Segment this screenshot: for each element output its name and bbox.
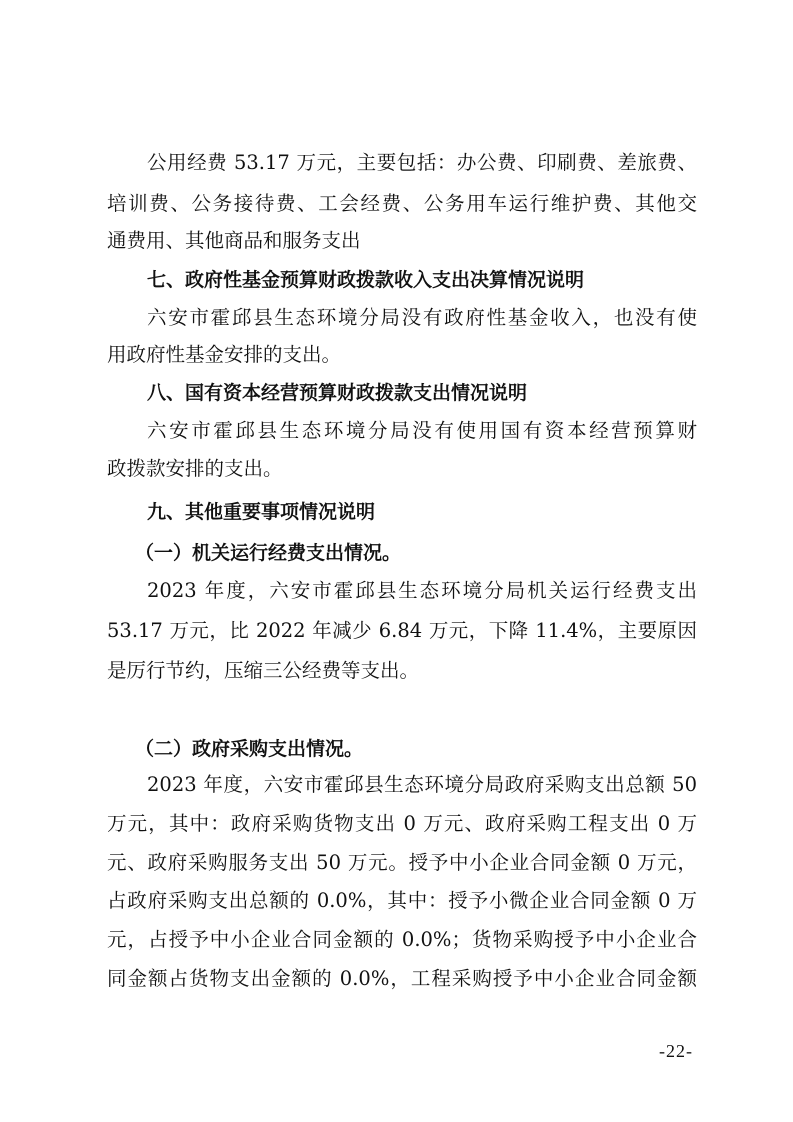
paragraph-line: 万元，其中：政府采购货物支出 0 万元、政府采购工程支出 0 万 <box>107 812 697 835</box>
paragraph-line: 培训费、公务接待费、工会经费、公务用车运行维护费、其他交 <box>107 192 697 215</box>
paragraph-line: 是厉行节约，压缩三公经费等支出。 <box>107 659 420 682</box>
paragraph-line: 六安市霍邱县生态环境分局没有政府性基金收入，也没有使 <box>147 306 697 329</box>
page-number: -22- <box>659 1041 693 1061</box>
paragraph-line: 同金额占货物支出金额的 0.0%，工程采购授予中小企业合同金额 <box>107 967 697 990</box>
paragraph-line: 政拨款安排的支出。 <box>107 457 283 480</box>
section-heading: 七、政府性基金预算财政拨款收入支出决算情况说明 <box>147 269 585 291</box>
paragraph-line: 53.17 万元，比 2022 年减少 6.84 万元，下降 11.4%，主要原因 <box>107 619 697 642</box>
paragraph-line: 元、政府采购服务支出 50 万元。授予中小企业合同金额 0 万元， <box>107 851 697 874</box>
section-heading: 八、国有资本经营预算财政拨款支出情况说明 <box>147 382 528 404</box>
paragraph-line: 通费用、其他商品和服务支出 <box>107 229 361 252</box>
paragraph-line: 用政府性基金安排的支出。 <box>107 343 342 366</box>
paragraph-line: 公用经费 53.17 万元，主要包括：办公费、印刷费、差旅费、 <box>147 151 697 174</box>
section-heading: 九、其他重要事项情况说明 <box>147 501 376 523</box>
subsection-heading: （一）机关运行经费支出情况。 <box>135 542 402 564</box>
paragraph-line: 六安市霍邱县生态环境分局没有使用国有资本经营预算财 <box>147 419 697 442</box>
subsection-heading: （二）政府采购支出情况。 <box>135 738 364 760</box>
paragraph-line: 元，占授予中小企业合同金额的 0.0%；货物采购授予中小企业合 <box>107 928 697 951</box>
paragraph-line: 2023 年度，六安市霍邱县生态环境分局机关运行经费支出 <box>147 579 697 602</box>
paragraph-line: 占政府采购支出总额的 0.0%，其中：授予小微企业合同金额 0 万 <box>107 889 697 912</box>
paragraph-line: 2023 年度，六安市霍邱县生态环境分局政府采购支出总额 50 <box>147 773 697 796</box>
